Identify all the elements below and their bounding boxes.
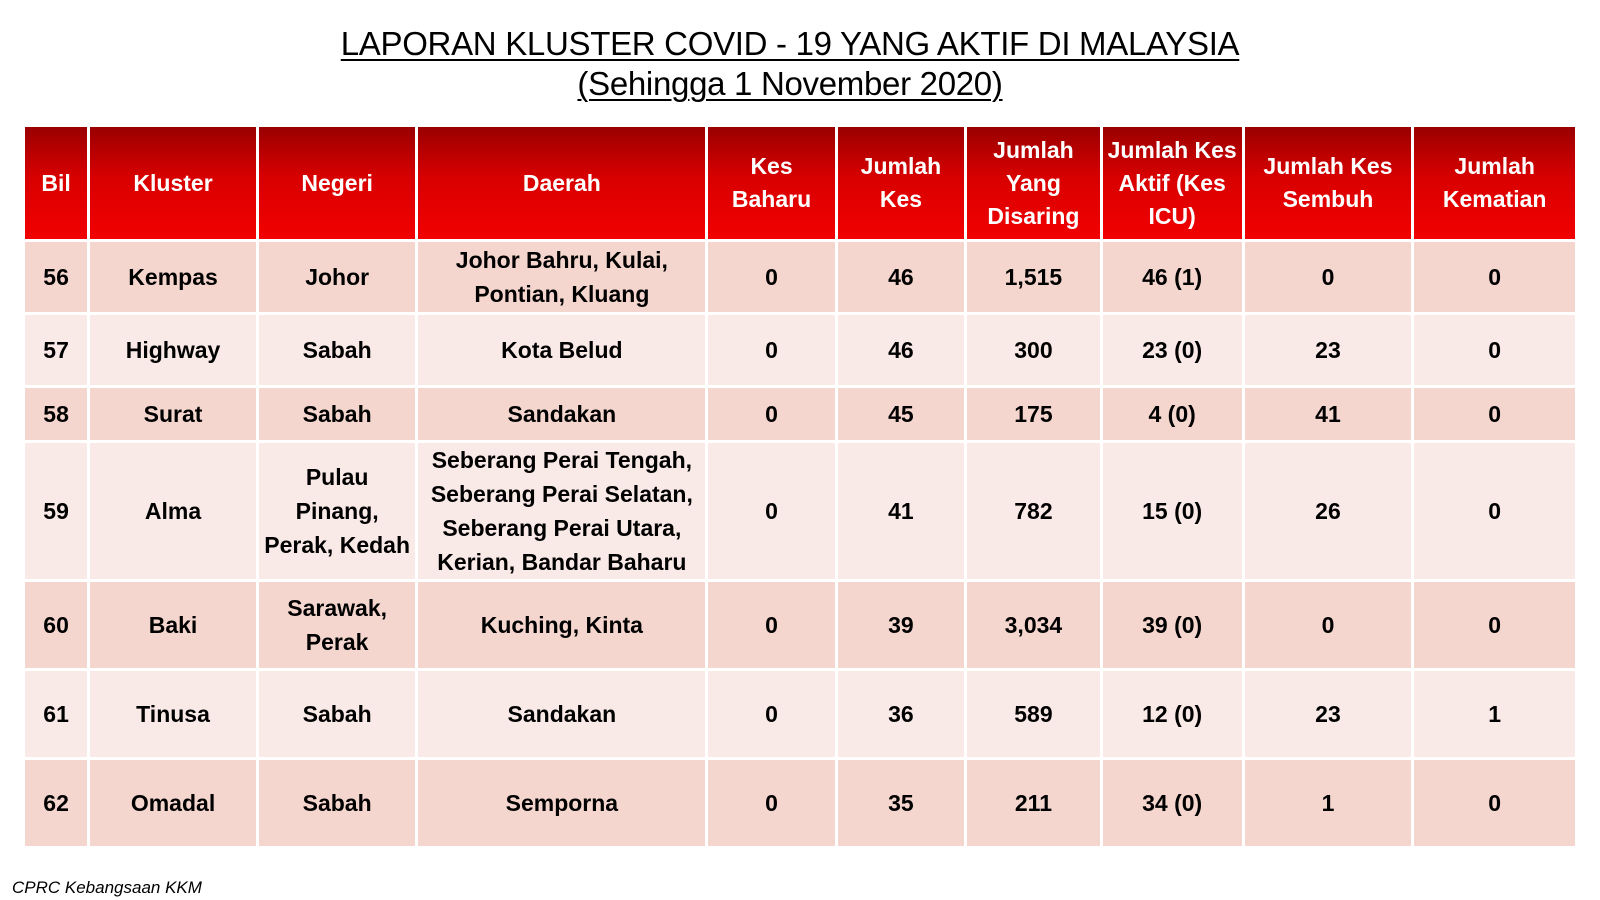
cell-kluster: Alma (90, 443, 256, 579)
cell-kes-sembuh: 23 (1245, 315, 1412, 385)
header-kes-baharu: Kes Baharu (708, 127, 834, 239)
title-line-1: LAPORAN KLUSTER COVID - 19 YANG AKTIF DI MALAYSIA (340, 25, 1240, 62)
header-jumlah-kes: Jumlah Kes (838, 127, 964, 239)
cell-kes-aktif: 15 (0) (1103, 443, 1242, 579)
cell-jumlah-kes: 45 (838, 388, 964, 440)
table-row (25, 443, 1575, 579)
cell-daerah: Semporna (418, 760, 705, 846)
cell-bil: 62 (25, 760, 87, 846)
table-row (25, 388, 1575, 440)
cell-jumlah-kes: 46 (838, 315, 964, 385)
cell-kluster: Surat (90, 388, 256, 440)
cell-jumlah-disaring: 3,034 (967, 582, 1100, 668)
cell-kematian: 0 (1414, 315, 1575, 385)
table-row (25, 242, 1575, 312)
cell-kes-baharu: 0 (708, 671, 834, 757)
cell-kes-aktif: 23 (0) (1103, 315, 1242, 385)
cell-kes-aktif: 46 (1) (1103, 242, 1242, 312)
cell-bil: 56 (25, 242, 87, 312)
cell-kluster: Tinusa (90, 671, 256, 757)
header-daerah: Daerah (418, 127, 705, 239)
cell-negeri: Sabah (259, 315, 415, 385)
cell-negeri: Sabah (259, 671, 415, 757)
cell-kluster: Omadal (90, 760, 256, 846)
cell-jumlah-disaring: 589 (967, 671, 1100, 757)
cell-jumlah-disaring: 782 (967, 443, 1100, 579)
header-jumlah-disaring: Jumlah Yang Disaring (967, 127, 1100, 239)
table-row (25, 582, 1575, 668)
table-header-row (25, 127, 1575, 239)
cell-kes-baharu: 0 (708, 242, 834, 312)
cell-kes-aktif: 12 (0) (1103, 671, 1242, 757)
cell-jumlah-disaring: 175 (967, 388, 1100, 440)
cell-jumlah-disaring: 300 (967, 315, 1100, 385)
cell-kes-sembuh: 0 (1245, 582, 1412, 668)
cell-daerah: Sandakan (418, 671, 705, 757)
cell-negeri: Johor (259, 242, 415, 312)
cell-bil: 59 (25, 443, 87, 579)
header-kes-sembuh: Jumlah Kes Sembuh (1245, 127, 1412, 239)
cell-kes-sembuh: 0 (1245, 242, 1412, 312)
cell-negeri: Sabah (259, 388, 415, 440)
cell-kes-sembuh: 1 (1245, 760, 1412, 846)
cell-jumlah-disaring: 211 (967, 760, 1100, 846)
cell-negeri: Sabah (259, 760, 415, 846)
cell-jumlah-kes: 36 (838, 671, 964, 757)
cell-kes-sembuh: 23 (1245, 671, 1412, 757)
cell-bil: 57 (25, 315, 87, 385)
header-kluster: Kluster (90, 127, 256, 239)
header-kes-aktif: Jumlah Kes Aktif (Kes ICU) (1103, 127, 1242, 239)
header-negeri: Negeri (259, 127, 415, 239)
cell-jumlah-kes: 39 (838, 582, 964, 668)
cell-kes-aktif: 39 (0) (1103, 582, 1242, 668)
cluster-table (22, 124, 1578, 849)
cell-daerah: Seberang Perai Tengah, Seberang Perai Selatan, Seberang Perai Utara, Kerian, Bandar Baharu (418, 443, 705, 579)
cell-kematian: 1 (1414, 671, 1575, 757)
cell-bil: 61 (25, 671, 87, 757)
cell-kes-baharu: 0 (708, 760, 834, 846)
cell-negeri: Pulau Pinang, Perak, Kedah (259, 443, 415, 579)
cell-kes-aktif: 34 (0) (1103, 760, 1242, 846)
cell-kes-sembuh: 41 (1245, 388, 1412, 440)
cell-daerah: Johor Bahru, Kulai, Pontian, Kluang (418, 242, 705, 312)
cell-kematian: 0 (1414, 388, 1575, 440)
table-row (25, 315, 1575, 385)
cell-kes-baharu: 0 (708, 443, 834, 579)
cell-jumlah-kes: 41 (838, 443, 964, 579)
title-line-2: (Sehingga 1 November 2020) (577, 65, 1003, 102)
cell-daerah: Kuching, Kinta (418, 582, 705, 668)
cell-kematian: 0 (1414, 582, 1575, 668)
cell-kes-baharu: 0 (708, 388, 834, 440)
cell-kluster: Kempas (90, 242, 256, 312)
cell-kes-baharu: 0 (708, 315, 834, 385)
source-footnote: CPRC Kebangsaan KKM (12, 878, 202, 897)
cell-kes-aktif: 4 (0) (1103, 388, 1242, 440)
cell-kes-baharu: 0 (708, 582, 834, 668)
cell-kematian: 0 (1414, 760, 1575, 846)
cell-kematian: 0 (1414, 242, 1575, 312)
table-row (25, 671, 1575, 757)
cell-bil: 60 (25, 582, 87, 668)
cell-kematian: 0 (1414, 443, 1575, 579)
cell-kluster: Baki (90, 582, 256, 668)
header-kematian: Jumlah Kematian (1414, 127, 1575, 239)
report-title (0, 24, 1580, 104)
table-row (25, 760, 1575, 846)
cell-negeri: Sarawak, Perak (259, 582, 415, 668)
cell-kes-sembuh: 26 (1245, 443, 1412, 579)
cell-bil: 58 (25, 388, 87, 440)
cell-daerah: Sandakan (418, 388, 705, 440)
cell-kluster: Highway (90, 315, 256, 385)
cell-jumlah-kes: 35 (838, 760, 964, 846)
cell-jumlah-disaring: 1,515 (967, 242, 1100, 312)
header-bil: Bil (25, 127, 87, 239)
cell-daerah: Kota Belud (418, 315, 705, 385)
cell-jumlah-kes: 46 (838, 242, 964, 312)
